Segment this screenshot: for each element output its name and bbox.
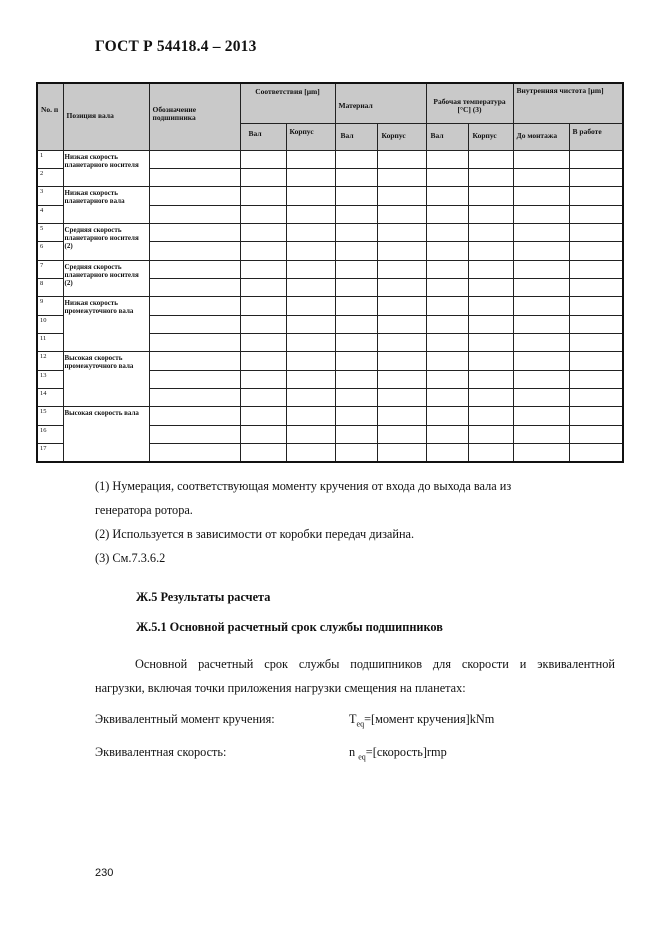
position-cell: Низкая скорость промежуточного вала	[63, 297, 149, 352]
header-clearance-before: До монтажа	[513, 124, 569, 150]
row-number: 13	[37, 370, 63, 388]
header-group-material: Материал	[335, 83, 426, 124]
position-cell: Высокая скорость вала	[63, 407, 149, 462]
bearing-data-table	[36, 82, 624, 463]
position-cell: Средняя скорость планетарного носителя (2)	[63, 260, 149, 297]
row-number: 5	[37, 224, 63, 242]
table-row	[37, 150, 623, 168]
torque-symbol: T	[349, 712, 357, 726]
body-paragraph	[95, 652, 615, 700]
header-temp-shaft: Вал	[426, 124, 468, 150]
speed-subscript: eq	[358, 752, 366, 762]
table-row	[37, 260, 623, 278]
position-cell: Высокая скорость промежуточного вала	[63, 352, 149, 407]
torque-value: =[момент кручения]kNm	[364, 712, 495, 726]
table-row	[37, 297, 623, 315]
paragraph-line: Основной расчетный срок службы подшипников для скорости и эквивалентной	[135, 657, 615, 671]
speed-symbol: n	[349, 745, 356, 759]
header-material-shaft: Вал	[335, 124, 377, 150]
page-number: 230	[95, 867, 114, 879]
position-cell: Средняя скорость планетарного носителя (2)	[63, 224, 149, 261]
speed-value: =[скорость]rmp	[365, 745, 447, 759]
position-cell: Низкая скорость планетарного носителя	[63, 150, 149, 187]
row-number: 8	[37, 279, 63, 297]
footnote-1: (1) Нумерация, соответствующая моменту кручения от входа до выхода вала из	[95, 479, 512, 493]
paragraph-line: нагрузки, включая точки приложения нагрузки смещения на планетах:	[95, 681, 466, 695]
header-temp-housing: Корпус	[468, 124, 513, 150]
row-number: 4	[37, 205, 63, 223]
row-number: 9	[37, 297, 63, 315]
header-fit-shaft: Вал	[240, 124, 286, 150]
header-group-fit: Соответствия [µm]	[240, 83, 335, 124]
row-number: 15	[37, 407, 63, 425]
header-group-clearance: Внутренняя чистота [µm]	[513, 83, 623, 124]
row-number: 14	[37, 389, 63, 407]
row-number: 16	[37, 425, 63, 443]
torque-subscript: eq	[356, 719, 365, 729]
table-row	[37, 407, 623, 425]
table-row	[37, 352, 623, 370]
speed-formula	[349, 745, 447, 761]
table-row	[37, 187, 623, 205]
row-number: 6	[37, 242, 63, 260]
row-number: 10	[37, 315, 63, 333]
header-col-position: Позиция вала	[63, 83, 149, 150]
header-group-temperature: Рабочая температура [°C] (3)	[426, 83, 513, 124]
table-row	[37, 224, 623, 242]
footnote-1-continued: генератора ротора.	[95, 503, 193, 517]
row-number: 2	[37, 169, 63, 187]
torque-label: Эквивалентный момент кручения:	[95, 712, 275, 726]
row-number: 1	[37, 150, 63, 168]
footnote-3: (3) См.7.3.6.2	[95, 551, 166, 565]
position-cell: Низкая скорость планетарного вала	[63, 187, 149, 224]
section-heading: Ж.5 Результаты расчета	[136, 590, 271, 604]
subsection-heading: Ж.5.1 Основной расчетный срок службы подшипников	[136, 620, 443, 634]
header-material-housing: Корпус	[377, 124, 426, 150]
row-number: 11	[37, 334, 63, 352]
row-number: 17	[37, 443, 63, 462]
torque-formula	[349, 712, 494, 728]
row-number: 7	[37, 260, 63, 278]
header-clearance-operation: В работе	[569, 124, 623, 150]
table-footnotes	[95, 474, 511, 570]
footnote-2: (2) Используется в зависимости от коробки передач дизайна.	[95, 527, 415, 541]
speed-label: Эквивалентная скорость:	[95, 745, 227, 759]
row-number: 3	[37, 187, 63, 205]
header-col-number: No. п	[37, 83, 63, 150]
header-fit-housing: Корпус	[286, 124, 335, 150]
page-header-title: ГОСТ Р 54418.4 – 2013	[95, 38, 257, 55]
row-number: 12	[37, 352, 63, 370]
header-col-designation: Обозначение подшипника	[149, 83, 240, 150]
